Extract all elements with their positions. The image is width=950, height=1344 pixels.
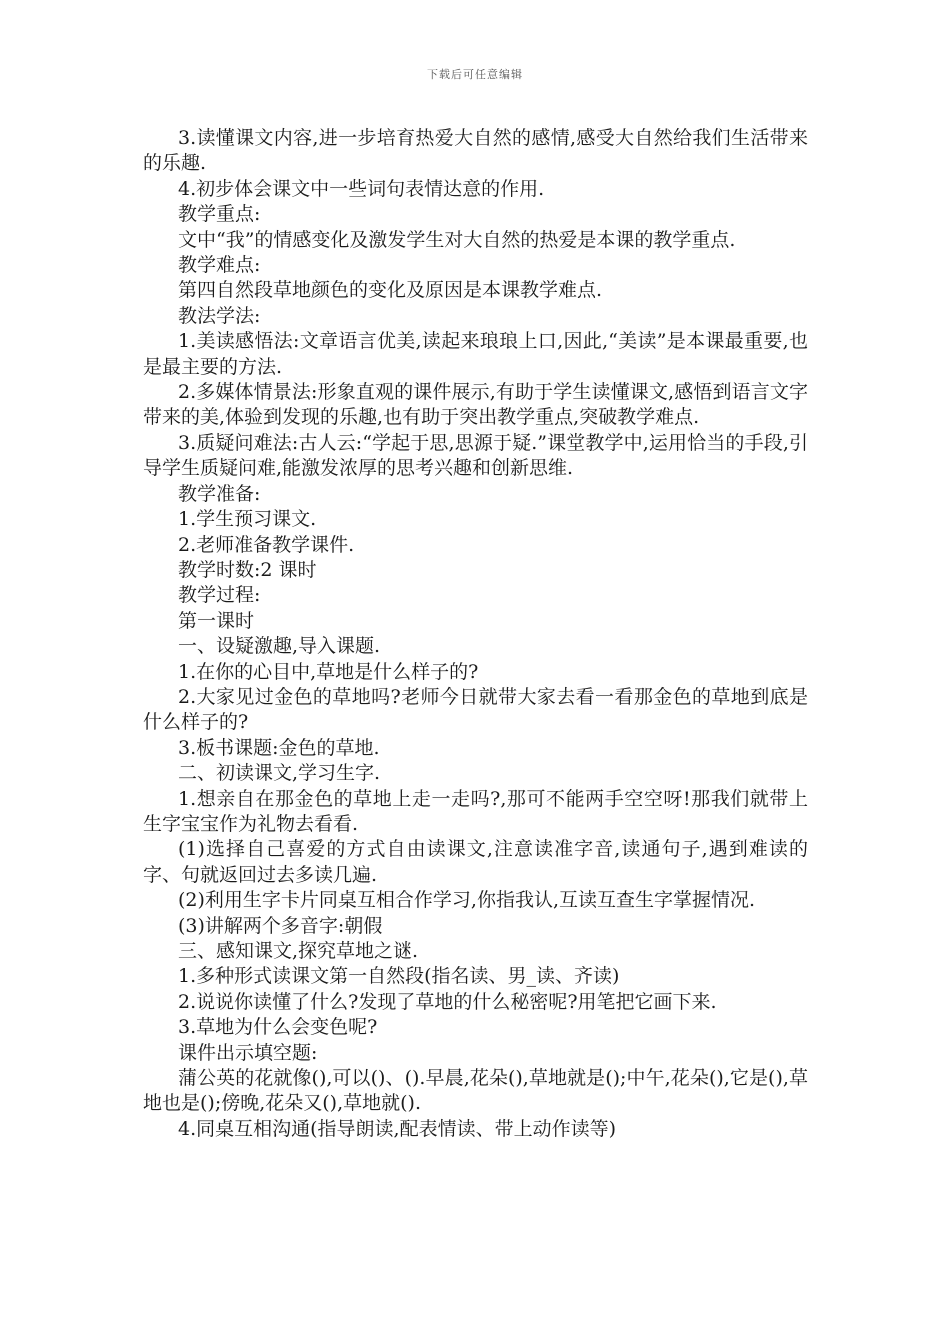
paragraph: 教学时数:2 课时 [178, 558, 317, 581]
section-heading: 教学准备: [178, 482, 261, 505]
paragraph: (2)利用生字卡片同桌互相合作学习,你指我认,互读互查生字掌握情况. [178, 889, 756, 912]
paragraph: 2.说说你读懂了什么?发现了草地的什么秘密呢?用笔把它画下来. [178, 990, 717, 1013]
section-heading: 教学难点: [178, 254, 261, 277]
paragraph: 三、感知课文,探究草地之谜. [178, 940, 419, 962]
paragraph: 蒲公英的花就像(),可以()、().早晨,花朵(),草地就是();中午,花朵(),它是(),草地也是();傍晚,花朵又(),草地就(). [143, 1067, 808, 1115]
paragraph: 第四自然段草地颜色的变化及原因是本课教学难点. [178, 279, 603, 302]
paragraph: (1)选择自己喜爱的方式自由读课文,注意读准字音,读通句子,遇到难读的字、句就返回过去多读几遍. [143, 838, 808, 886]
paragraph: 3.读懂课文内容,进一步培育热爱大自然的感情,感受大自然给我们生活带来的乐趣. [143, 127, 808, 175]
paragraph: 文中“我”的情感变化及激发学生对大自然的热爱是本课的教学重点. [178, 228, 736, 251]
paragraph: (3)讲解两个多音字:朝假 [178, 914, 383, 937]
paragraph: 1.学生预习课文. [178, 508, 317, 531]
paragraph: 3.草地为什么会变色呢? [178, 1016, 378, 1039]
paragraph: 4.同桌互相沟通(指导朗读,配表情读、带上动作读等) [178, 1117, 616, 1140]
paragraph: 1.想亲自在那金色的草地上走一走吗?,那可不能两手空空呀!那我们就带上生字宝宝作为礼物去看看. [143, 787, 808, 835]
paragraph: 课件出示填空题: [178, 1041, 318, 1064]
paragraph: 1.多种形式读课文第一自然段(指名读、男_读、齐读) [178, 965, 620, 988]
section-heading: 教学重点: [178, 203, 261, 226]
paragraph: 3.板书课题:金色的草地. [178, 736, 380, 759]
paragraph: 2.大家见过金色的草地吗?老师今日就带大家去看一看那金色的草地到底是什么样子的? [143, 685, 808, 734]
paragraph: 3.质疑问难法:古人云:“学起于思,思源于疑.”课堂教学中,运用恰当的手段,引导学生质疑问难,能激发浓厚的思考兴趣和创新思维. [143, 431, 808, 480]
document-body [143, 126, 808, 1142]
paragraph: 1.美读感悟法:文章语言优美,读起来琅琅上口,因此,“美读”是本课最重要,也是最主要的方法. [143, 330, 808, 378]
paragraph: 一、设疑激趣,导入课题. [178, 635, 381, 658]
paragraph: 2.老师准备教学课件. [178, 533, 355, 556]
section-heading: 教学过程: [178, 584, 261, 607]
paragraph: 1.在你的心目中,草地是什么样子的? [178, 660, 479, 683]
paragraph: 2.多媒体情景法:形象直观的课件展示,有助于学生读懂课文,感悟到语言文字带来的美,体验到发现的乐趣,也有助于突出教学重点,突破教学难点. [143, 381, 808, 429]
page-header-note: 下载后可任意编辑 [427, 68, 523, 81]
paragraph: 4.初步体会课文中一些词句表情达意的作用. [178, 177, 545, 200]
section-heading: 第一课时 [178, 609, 255, 632]
paragraph: 二、初读课文,学习生字. [178, 762, 381, 785]
section-heading: 教法学法: [178, 304, 261, 327]
